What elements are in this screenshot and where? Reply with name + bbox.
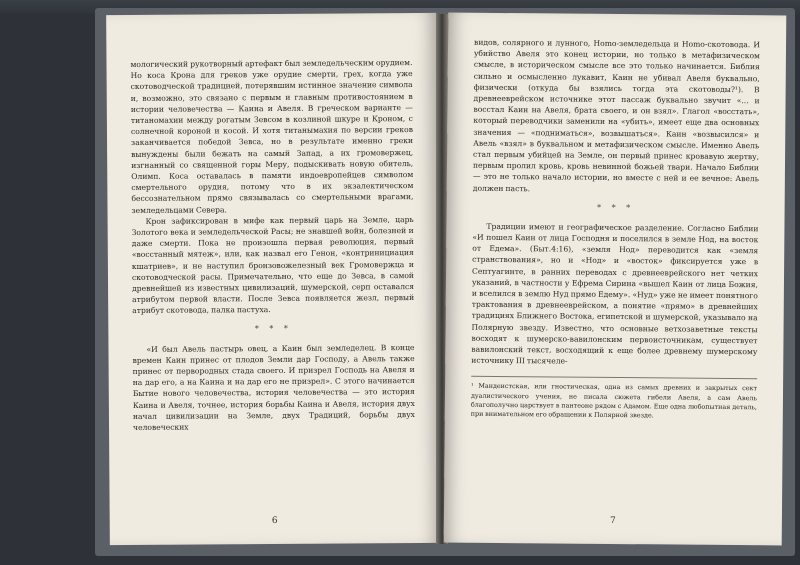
- right-paragraph-2: Традиции имеют и географическое разделение. Согласно Библии «И пошел Каин от лица Господня и поселился в земле Нод, на восток от Едема». (Быт.4:16), «земля Нод» переводится как «земля странствования», но и «Нод» и «восток» фиксируется уже в Септуагинте, в ранних переводах с древнееврейского нет четких указаний, в частности у Ефрема Сирина «вышел Каин от лица Божия, и вселился в землю Нуд прямо Едему». «Нуд» уже не имеет понятного трактования в древнееврейском, а понятие «прямо» в древнейших традициях Ближнего Востока, египетской и шумерской, указывало на Полярную звезду. Известно, что основные ветхозаветные тексты восходят к шумерско-вавилонским первоисточникам, существует вавилонский текст, восходящий к еще более древнему шумерскому источнику III тысячеле-: [471, 221, 759, 366]
- left-page-number: 6: [271, 515, 278, 527]
- left-paragraph-3: «И был Авель пастырь овец, а Каин был земледелец. В конце времен Каин принес от плодов Земли дар Господу, а Авель также принес от первородных стада своего. И призрел Господь на Авеля и на дар его, а на Каина и на дар его не призрел». С этого начинается Бытие нового человечества, история человечества — это история Каина и Авеля, точнее, история борьбы Каина и Авеля, история двух начал цивилизации на Земле, двух Традиций, борьбы двух человеческих: [132, 342, 415, 433]
- left-paragraph-2: Крон зафиксирован в мифе как первый царь на Земле, царь Золотого века и земледельческой Расы; не знавшей войн, болезней и даже смерти. Пока не произошла первая революция, первый «восстанный мятеж», или, как назвал его Генон, «контринициация кшатриев», и не наступил бронзовожелезный век Громовержца и скотоводческой расы. Примечательно, что еще до Зевса, в самой древнейшей из известных цивилизаций, шумерской, серп оставался атрибутом первой власти. После Зевса появляется жезл, первый атрибут скотовода, палка пастуха.: [131, 214, 415, 316]
- left-paragraph-1: мологический рукотворный артефакт был земледельческим орудием. Но коса Крона для греков уже орудие смерти, грех, когда уже скотоводческой традицией, потерявшим истинное значение символа и, возможно, это связано с первым и главным противостоянием в истории человечества — Каина и Авеля. В греческом варианте — титаномахии между рогатым Зевсом в козлиной шкуре и Кроном, с солнечной короной и косой. И хотя титанымахия по версии греков заканчивается победой Зевса, но в результате именно греки вынуждены были бежать на самый Запад, а их громовержец, изгнанный со священной горы Меру, подыскивать новую обитель, Олимп. Коса оставалась в памяти индоевропейцев символом смертельного орудия, потому что в их экзалектическом бессознательном прямо связывалась со смертельными врагами, земледельцами Севера.: [130, 58, 414, 215]
- right-page: [444, 13, 787, 546]
- section-separator: * * *: [254, 323, 292, 333]
- left-page: [106, 13, 440, 545]
- footnote-text: ¹ Мандеистская, или гностическая, одна из самых древних и закрытых сект дуалистического учения, не писала сюжета гибели Авеля, а сам Авель благополучно царствует в пантеоне рядом с Адамом. Еще одна любопытная деталь, при внимательном его обращении к Полярной звезде.: [470, 382, 758, 420]
- footnote: [471, 376, 757, 421]
- section-separator: * * *: [597, 202, 635, 213]
- right-paragraph-1: видов, солярного и лунного, Homo-земледельца и Homo-скотовода. И убийство Авеля это конец истории, но только в метафизическом смысле, в историческом смысле все это только начинается. Библия сильно и осмысленно лукавит, Каин не убивал Авеля буквально, физически (откуда бы взялись тогда эта скотоводы?¹). В древнееврейском источнике этот пассаж буквально звучит «... и восстал Каин на Авеля, брата своего, и он взял». Глагол «восстать», который переводчики заменили на «убить», имеет еще два основных значения — «подниматься», возвышаться». Каин «возвысился» и Авель «взял» в буквальном и метафизическом смысле. Именно Авель стал первым убийцей на Земле, он первый принес кровавую жертву, первым пролил кровь, кровь невинной божьей твари. Начало Библии — это не только начало истории, но вместе с ней и ее вечное: Авель должен пасть.: [472, 37, 761, 193]
- right-page-number: 7: [609, 515, 616, 527]
